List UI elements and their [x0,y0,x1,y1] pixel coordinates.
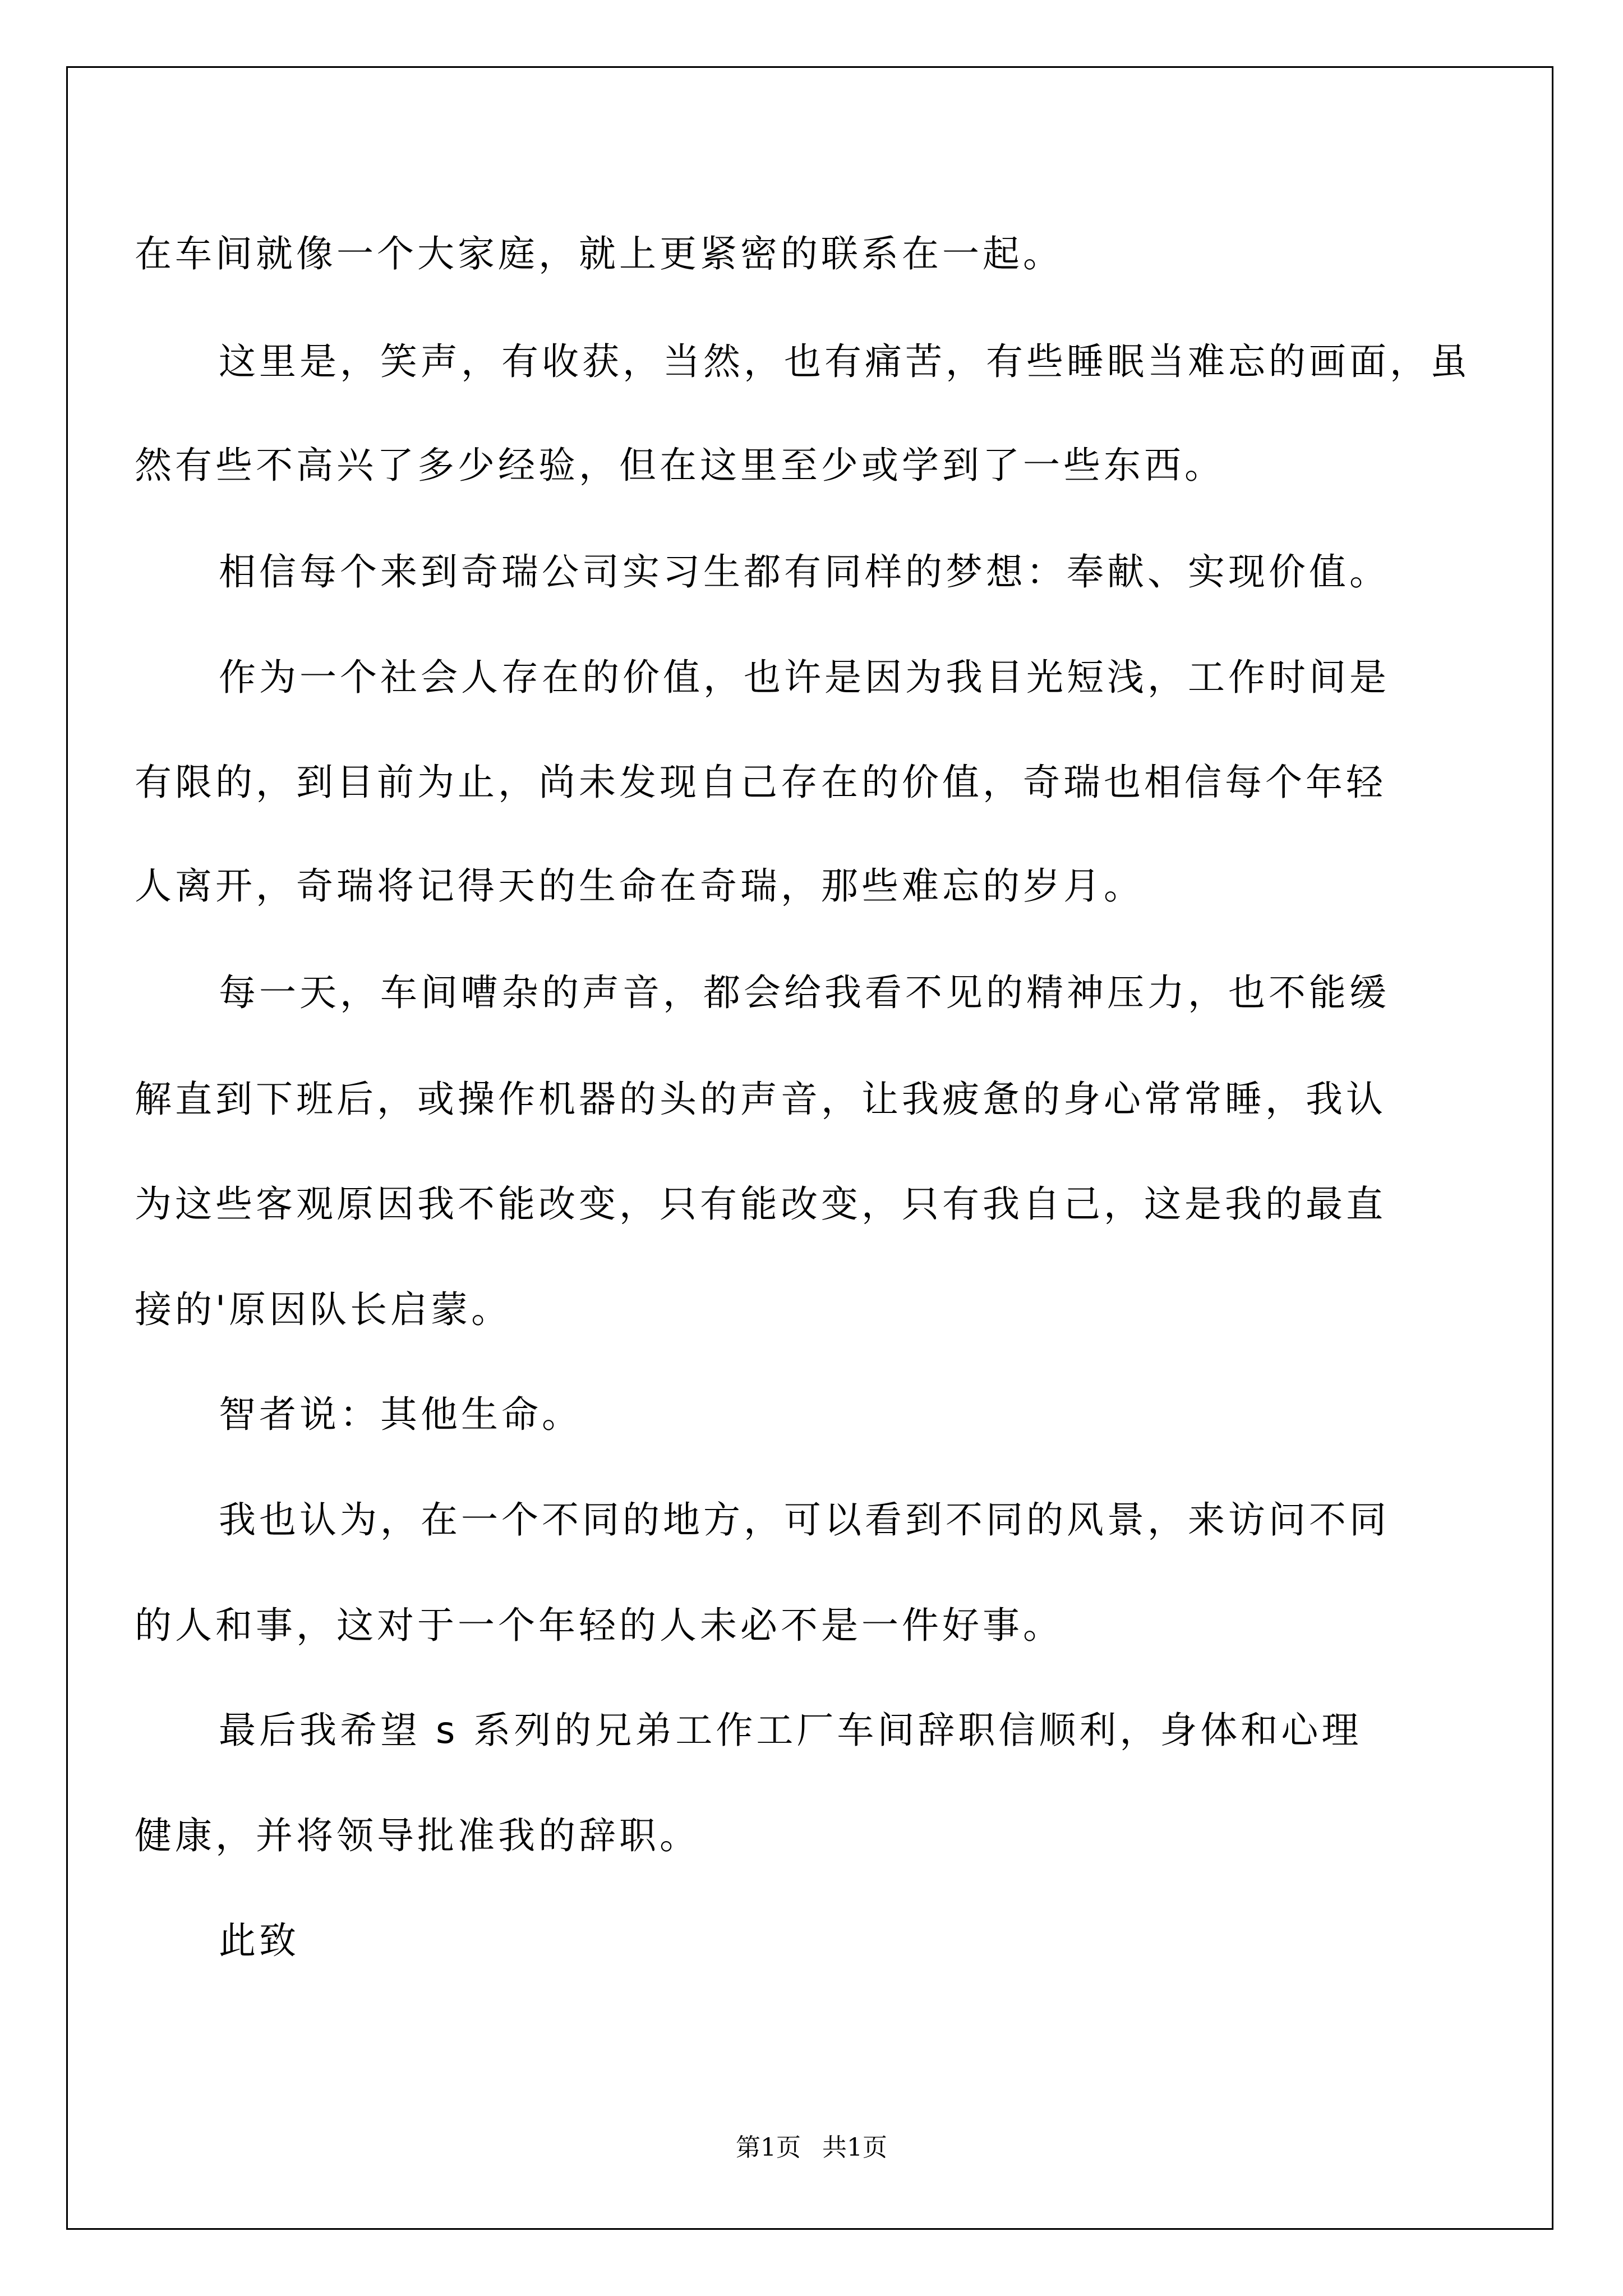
text-line: 每一天，车间嘈杂的声音，都会给我看不见的精神压力，也不能缓 [219,971,1390,1014]
page-border [66,66,1553,2230]
text-line: 相信每个来到奇瑞公司实习生都有同样的梦想：奉献、实现价值。 [219,550,1390,593]
page-total: 共1页 [822,2133,887,2162]
text-line: 此致 [219,1919,299,1962]
text-line: 最后我希望 s 系列的兄弟工作工厂车间辞职信顺利，身体和心理 [219,1709,1362,1752]
text-line: 接的'原因队长启蒙。 [135,1288,512,1331]
text-line: 健康，并将领导批准我的辞职。 [135,1814,700,1857]
text-line: 人离开，奇瑞将记得天的生命在奇瑞，那些难忘的岁月。 [135,864,1144,908]
text-line: 为这些客观原因我不能改变，只有能改变，只有我自己，这是我的最直 [135,1182,1386,1226]
text-line: 有限的，到目前为止，尚未发现自己存在的价值，奇瑞也相信每个年轻 [135,761,1386,804]
text-line: 在车间就像一个大家庭，就上更紧密的联系在一起。 [135,232,1063,275]
text-line: 智者说：其他生命。 [219,1393,582,1436]
text-line: 然有些不高兴了多少经验，但在这里至少或学到了一些东西。 [135,444,1225,487]
page-footer [0,2127,1623,2163]
text-line: 作为一个社会人存在的价值，也许是因为我目光短浅，工作时间是 [219,656,1390,699]
text-line: 我也认为，在一个不同的地方，可以看到不同的风景，来访问不同 [219,1498,1390,1542]
text-line: 这里是，笑声，有收获，当然，也有痛苦，有些睡眠当难忘的画面，虽 [219,340,1470,383]
page-number: 第1页 [736,2133,801,2162]
text-line: 解直到下班后，或操作机器的头的声音，让我疲惫的身心常常睡，我认 [135,1078,1386,1121]
text-line: 的人和事，这对于一个年轻的人未必不是一件好事。 [135,1604,1063,1647]
